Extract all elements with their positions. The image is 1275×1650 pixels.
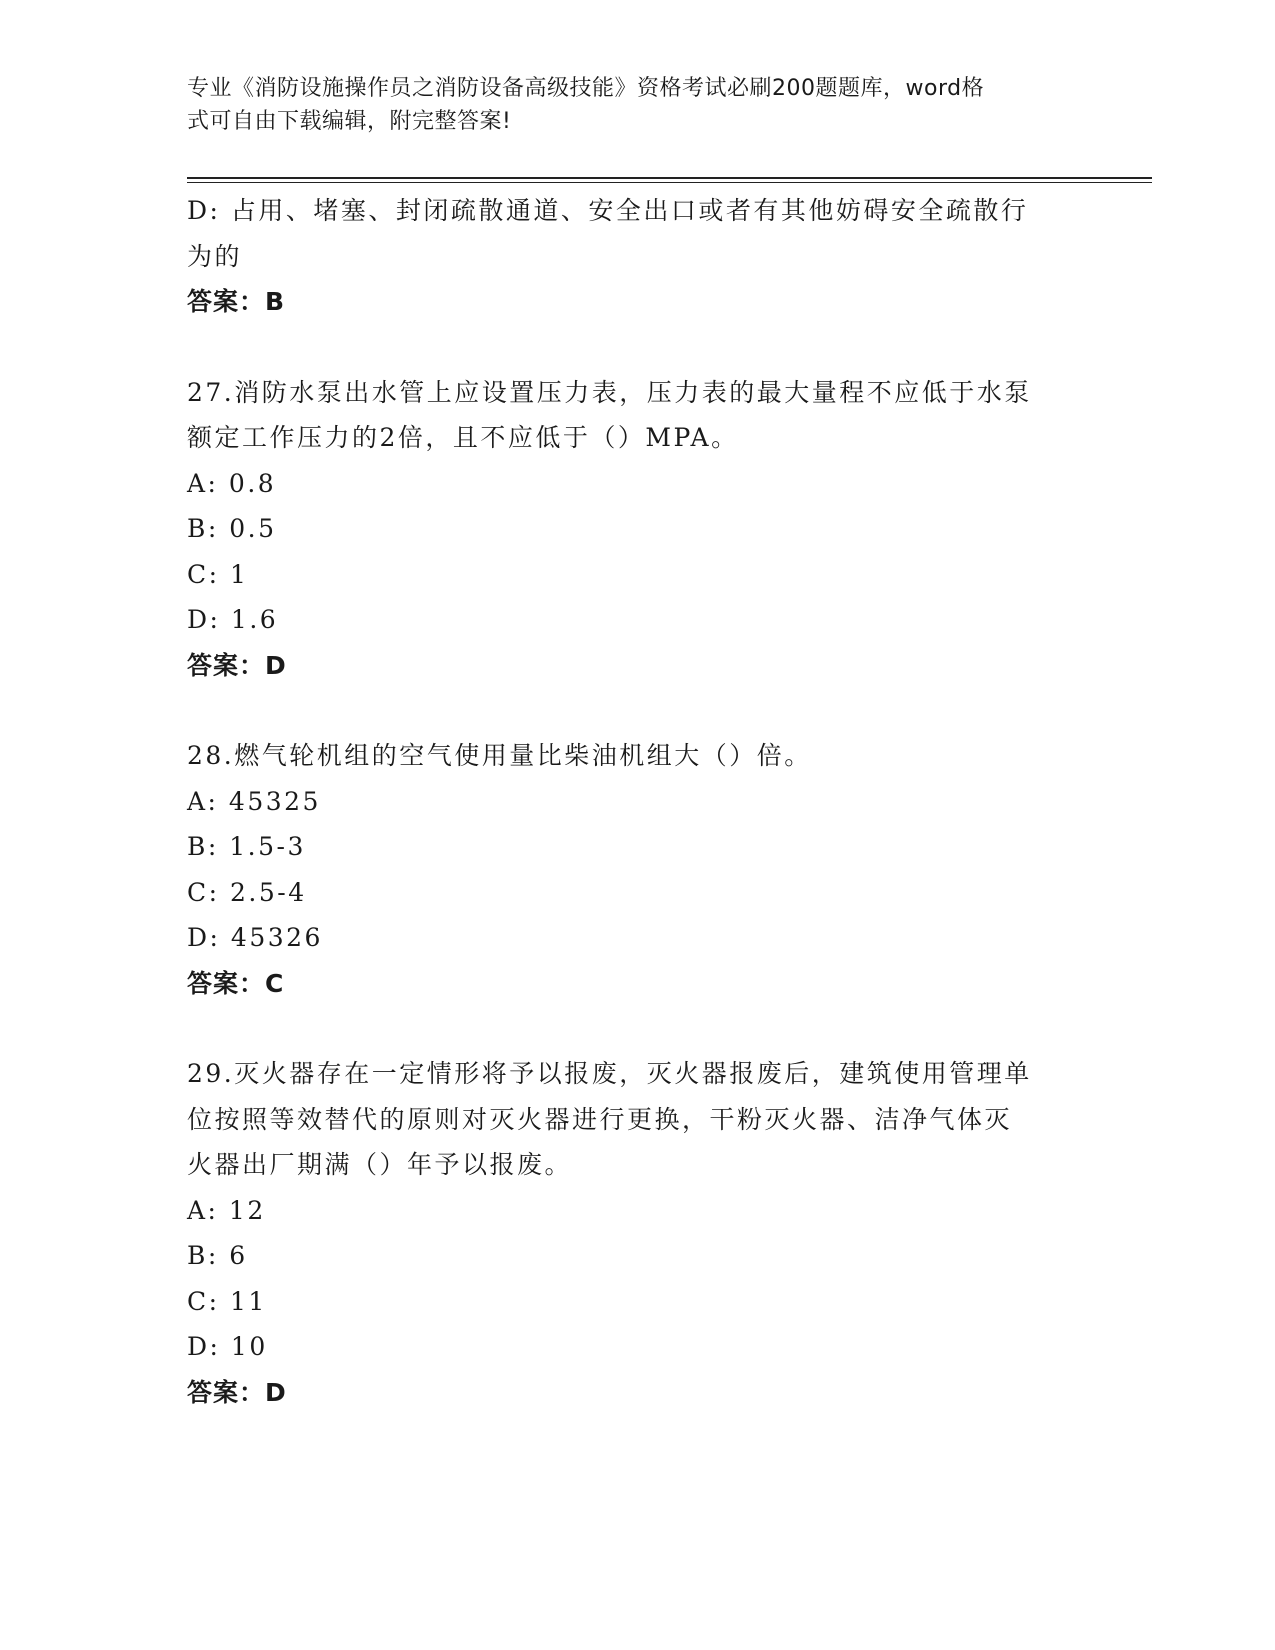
option-text: C: 1	[187, 559, 249, 589]
option-text: B: 1.5-3	[187, 832, 306, 861]
option-text: A: 0.8	[187, 468, 277, 498]
carryover-question	[187, 188, 1067, 325]
option-text: D: 10	[187, 1332, 268, 1361]
spacer	[187, 688, 1067, 733]
question-text: 额定工作压力的2倍，且不应低于（）MPA。	[187, 423, 739, 452]
option-text: D: 45326	[187, 923, 323, 952]
option-text: C: 11	[187, 1286, 267, 1316]
document-content	[187, 188, 1067, 1415]
option-text: D: 占用、堵塞、封闭疏散通道、安全出口或者有其他妨碍安全疏散行	[187, 196, 1029, 225]
header-divider-thick	[187, 177, 1152, 179]
header-line: 式可自由下载编辑，附完整答案!	[187, 109, 512, 134]
spacer	[187, 1006, 1067, 1051]
question-block	[187, 370, 1067, 689]
answer-text: 答案：D	[187, 1377, 287, 1407]
spacer	[187, 325, 1067, 370]
document-header	[187, 72, 1067, 138]
answer-text: 答案：D	[187, 650, 287, 680]
question-text: 27.消防水泵出水管上应设置压力表，压力表的最大量程不应低于水泵	[187, 377, 1032, 407]
header-divider-thin	[187, 182, 1152, 183]
option-text: B: 0.5	[187, 514, 277, 543]
header-line: 专业《消防设施操作员之消防设备高级技能》资格考试必刷200题题库，word格	[187, 76, 985, 101]
question-block	[187, 733, 1067, 1006]
answer-text: 答案：C	[187, 968, 285, 998]
question-text: 火器出厂期满（）年予以报废。	[187, 1150, 573, 1179]
question-block	[187, 1051, 1067, 1415]
answer-text: 答案：B	[187, 287, 286, 316]
option-text: B: 6	[187, 1241, 248, 1270]
question-text: 位按照等效替代的原则对灭火器进行更换，干粉灭火器、洁净气体灭	[187, 1104, 1013, 1134]
option-text: A: 12	[187, 1195, 266, 1225]
option-text: C: 2.5-4	[187, 877, 307, 907]
option-text: A: 45325	[187, 786, 321, 816]
question-text: 29.灭火器存在一定情形将予以报废，灭火器报废后，建筑使用管理单	[187, 1059, 1032, 1088]
option-text: 为的	[187, 241, 243, 271]
option-text: D: 1.6	[187, 605, 279, 634]
question-text: 28.燃气轮机组的空气使用量比柴油机组大（）倍。	[187, 741, 812, 770]
